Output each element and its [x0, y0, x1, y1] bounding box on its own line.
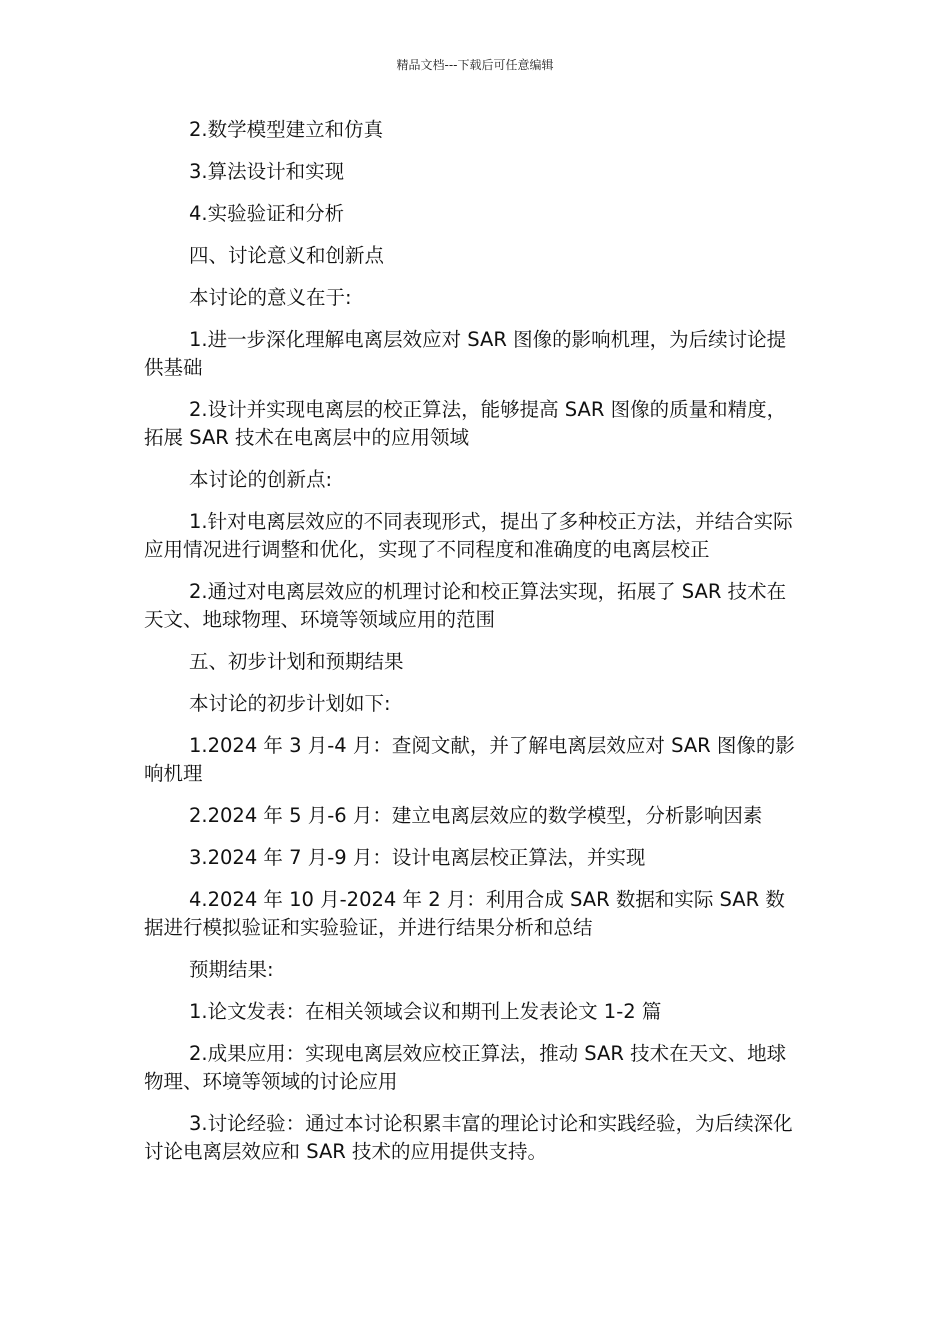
section-heading: 四、讨论意义和创新点	[189, 244, 385, 267]
paragraph: 本讨论的初步计划如下:	[189, 692, 391, 715]
paragraph: 1.进一步深化理解电离层效应对 SAR 图像的影响机理，为后续讨论提供基础	[144, 328, 787, 379]
paragraph: 3.讨论经验：通过本讨论积累丰富的理论讨论和实践经验，为后续深化讨论电离层效应和 SAR 技术的应用提供支持。	[144, 1112, 793, 1163]
paragraph: 3.算法设计和实现	[189, 160, 345, 183]
document-body	[144, 116, 804, 1180]
paragraph: 2.数学模型建立和仿真	[189, 118, 384, 141]
paragraph: 2.通过对电离层效应的机理讨论和校正算法实现，拓展了 SAR 技术在天文、地球物理、环境等领域应用的范围	[144, 580, 787, 631]
paragraph: 4.2024 年 10 月-2024 年 2 月：利用合成 SAR 数据和实际 SAR 数据进行模拟验证和实验验证，并进行结果分析和总结	[144, 888, 785, 939]
section-heading: 五、初步计划和预期结果	[189, 650, 404, 673]
paragraph: 4.实验验证和分析	[189, 202, 345, 225]
paragraph: 2.成果应用：实现电离层效应校正算法，推动 SAR 技术在天文、地球物理、环境等领域的讨论应用	[144, 1042, 787, 1093]
paragraph: 2.设计并实现电离层的校正算法，能够提高 SAR 图像的质量和精度，拓展 SAR 技术在电离层中的应用领域	[144, 398, 787, 449]
paragraph: 2.2024 年 5 月-6 月：建立电离层效应的数学模型，分析影响因素	[189, 804, 763, 827]
paragraph: 本讨论的意义在于:	[189, 286, 352, 309]
paragraph: 1.论文发表：在相关领域会议和期刊上发表论文 1-2 篇	[189, 1000, 662, 1023]
paragraph: 1.针对电离层效应的不同表现形式，提出了多种校正方法，并结合实际应用情况进行调整和优化，实现了不同程度和准确度的电离层校正	[144, 510, 793, 561]
paragraph: 本讨论的创新点:	[189, 468, 333, 491]
paragraph: 1.2024 年 3 月-4 月：查阅文献，并了解电离层效应对 SAR 图像的影响机理	[144, 734, 795, 785]
paragraph: 3.2024 年 7 月-9 月：设计电离层校正算法，并实现	[189, 846, 646, 869]
page-header: 精品文档---下载后可任意编辑	[396, 58, 554, 72]
paragraph: 预期结果:	[189, 958, 274, 981]
